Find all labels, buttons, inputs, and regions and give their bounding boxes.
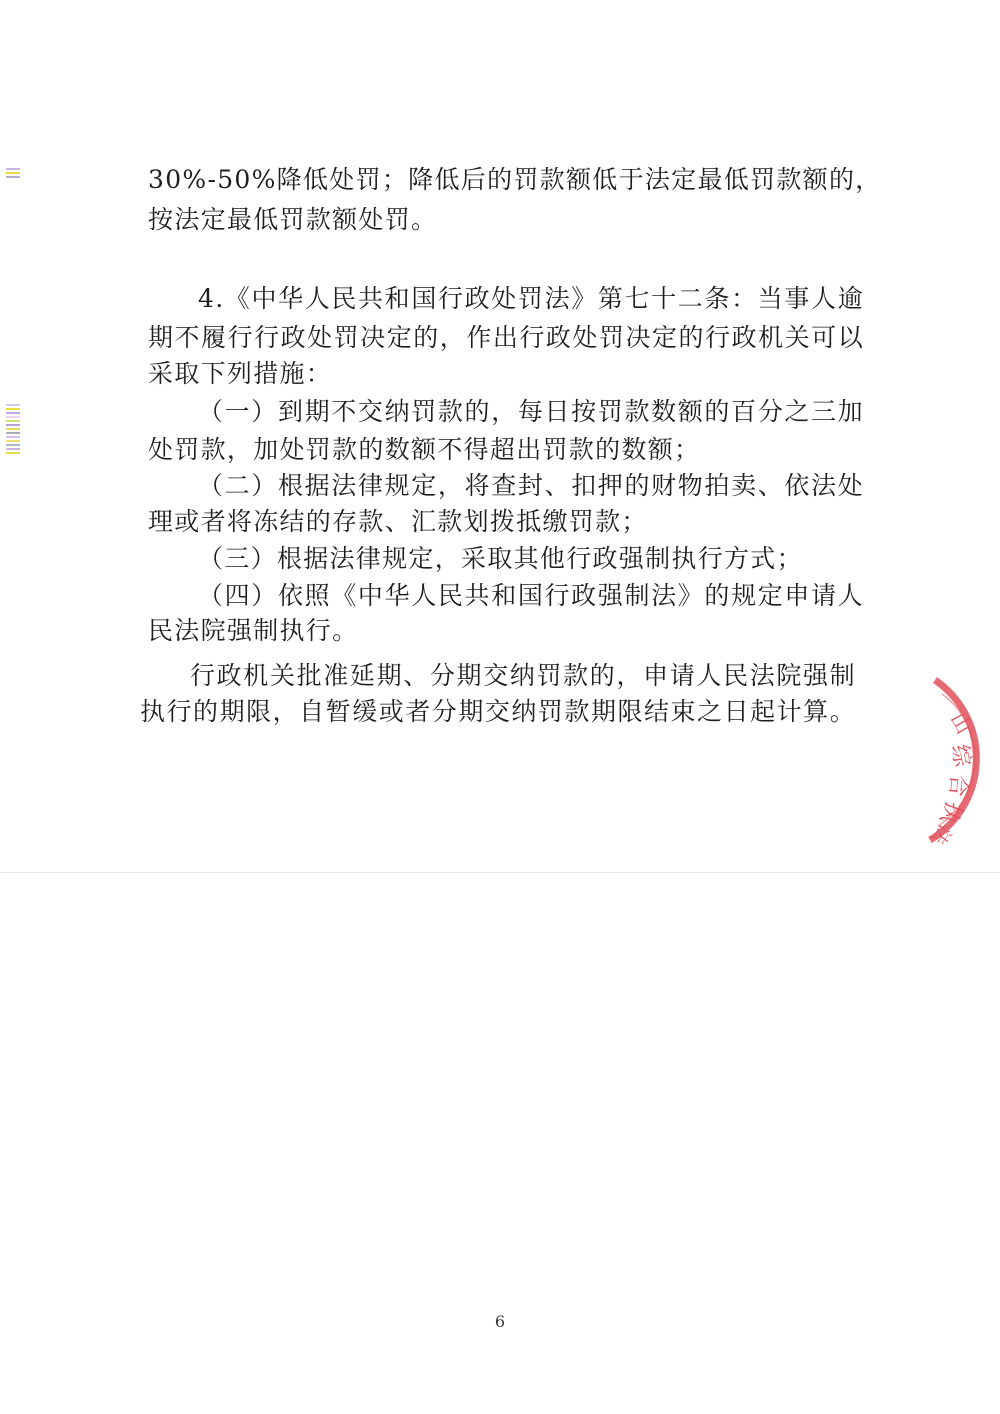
text-line-6: （一）到期不交纳罚款的，每日按罚款数额的百分之三加 xyxy=(198,397,864,426)
svg-text:综: 综 xyxy=(946,742,975,769)
page-number: 6 xyxy=(494,1312,506,1331)
text-line-11: （四）依照《中华人民共和国行政强制法》的规定申请人 xyxy=(198,581,864,610)
text-line-12: 民法院强制执行。 xyxy=(148,616,359,645)
text-line-13: 行政机关批准延期、分期交纳罚款的，申请人民法院强制 xyxy=(190,661,856,690)
svg-text:法: 法 xyxy=(927,821,956,848)
scan-color-marks-top xyxy=(6,168,20,180)
scan-color-marks-middle xyxy=(6,404,20,456)
text-line-14: 执行的期限，自暂缓或者分期交纳罚款期限结束之日起计算。 xyxy=(140,697,856,726)
text-line-5: 采取下列措施： xyxy=(148,359,333,388)
text-line-1: 30%-50%降低处罚；降低后的罚款额低于法定最低罚款额的， xyxy=(148,165,882,194)
scan-fold-line xyxy=(0,872,1000,873)
text-line-10: （三）根据法律规定，采取其他行政强制执行方式； xyxy=(198,544,803,573)
text-line-4: 期不履行行政处罚决定的，作出行政处罚决定的行政机关可以 xyxy=(148,323,864,352)
official-seal-stamp xyxy=(890,660,1000,860)
text-line-7: 处罚款，加处罚款的数额不得超出罚款的数额； xyxy=(148,435,701,464)
text-line-8: （二）根据法律规定，将查封、扣押的财物拍卖、依法处 xyxy=(198,471,864,500)
svg-text:执: 执 xyxy=(934,797,966,828)
text-line-2: 按法定最低罚款额处罚。 xyxy=(148,205,438,234)
text-line-3: 4.《中华人民共和国行政处罚法》第七十二条：当事人逾 xyxy=(198,284,864,313)
text-line-9: 理或者将冻结的存款、汇款划拨抵缴罚款； xyxy=(148,507,648,536)
svg-text:合: 合 xyxy=(944,773,971,798)
svg-text:山: 山 xyxy=(945,708,977,738)
